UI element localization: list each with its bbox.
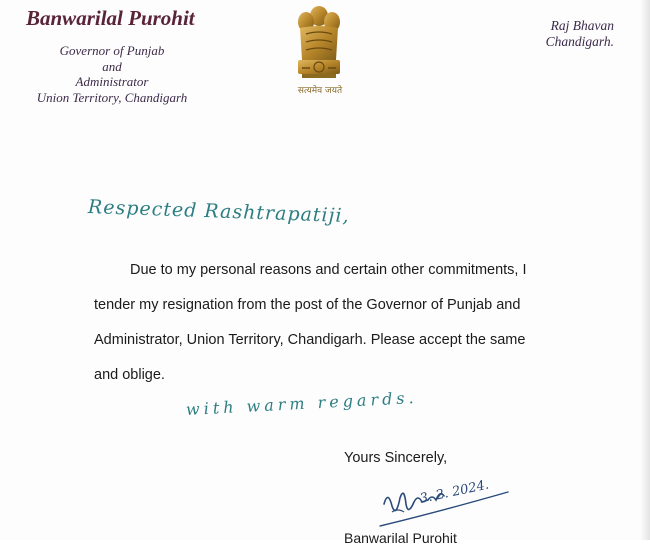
- designation-line: Administrator: [75, 74, 149, 89]
- address-line: Raj Bhavan: [550, 18, 614, 33]
- signatory-name: Banwarilal Purohit: [344, 530, 457, 546]
- sender-designation: [12, 43, 212, 105]
- body-line: Due to my personal reasons and certain other commitments, I: [130, 262, 527, 278]
- body-line: Administrator, Union Territory, Chandigarh. Please accept the same: [94, 332, 526, 348]
- designation-line: and: [102, 58, 122, 74]
- sender-name: Banwarilal Purohit: [26, 6, 195, 30]
- page-edge-shadow: [640, 0, 650, 540]
- body-line: and oblige.: [94, 367, 165, 383]
- body-line: tender my resignation from the post of the Governor of Punjab and: [94, 297, 521, 313]
- emblem-caption: सत्यमेव जयते: [297, 86, 343, 96]
- letter-body: [94, 253, 554, 393]
- address-line: Chandigarh.: [545, 34, 614, 49]
- signature-date: 3. 2. 2024.: [418, 477, 491, 507]
- closing-line: Yours Sincerely,: [344, 450, 448, 466]
- designation-line: Union Territory, Chandigarh: [36, 89, 188, 105]
- designation-line: Governor of Punjab: [59, 43, 165, 58]
- letterhead-sender: [12, 6, 212, 105]
- handwritten-salutation: Respected Rashtrapatiji,: [87, 196, 350, 228]
- handwritten-regards: with warm regards.: [185, 387, 419, 419]
- letterhead-address: [546, 18, 614, 50]
